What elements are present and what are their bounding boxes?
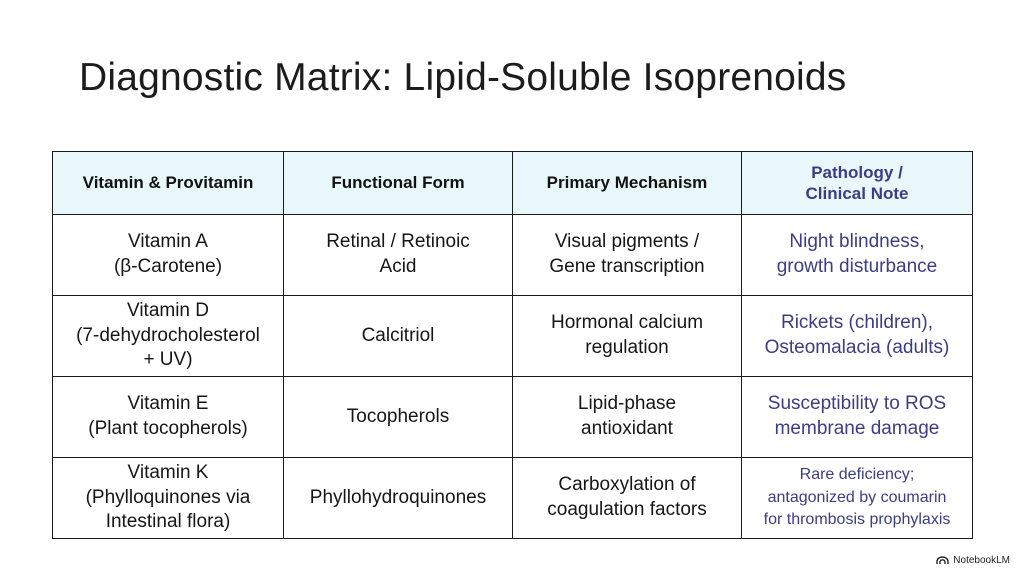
cell-line: regulation xyxy=(585,337,669,358)
header-line: Functional Form xyxy=(331,173,465,193)
cell-line: antagonized by coumarin xyxy=(767,488,947,506)
cell-functional-form xyxy=(284,377,513,458)
cell-functional-form xyxy=(284,458,513,539)
header-pathology-clinical-note xyxy=(742,152,973,215)
cell-vitamin xyxy=(53,377,284,458)
diagnostic-matrix-table xyxy=(52,151,973,539)
cell-line: (7-dehydrocholesterol xyxy=(76,324,260,346)
cell-functional-form xyxy=(284,296,513,377)
table-row xyxy=(53,215,973,296)
cell-clinical-note xyxy=(742,458,973,539)
cell-line: antioxidant xyxy=(581,418,673,439)
cell-line: Calcitriol xyxy=(361,324,435,346)
table-row xyxy=(53,296,973,377)
cell-line: Retinal / Retinoic xyxy=(326,231,470,253)
header-vitamin-provitamin xyxy=(53,152,284,215)
cell-line: + UV) xyxy=(143,349,193,371)
cell-line: for thrombosis prophylaxis xyxy=(763,511,951,529)
cell-line: Hormonal calcium xyxy=(550,312,704,334)
cell-mechanism xyxy=(513,296,742,377)
cell-line: Osteomalacia (adults) xyxy=(764,337,950,358)
cell-line: Vitamin D xyxy=(126,299,209,321)
cell-clinical-note xyxy=(742,215,973,296)
cell-line: Gene transcription xyxy=(549,256,705,277)
cell-line: Susceptibility to ROS xyxy=(767,393,947,415)
cell-vitamin xyxy=(53,296,284,377)
table-header-row xyxy=(53,152,973,215)
cell-line: Rickets (children), xyxy=(780,312,934,334)
cell-line: Visual pigments / xyxy=(554,231,700,253)
cell-line: Acid xyxy=(379,256,417,277)
cell-line: Night blindness, xyxy=(789,231,925,253)
cell-clinical-note xyxy=(742,377,973,458)
cell-line: Carboxylation of xyxy=(558,474,696,496)
cell-line: Intestinal flora) xyxy=(105,511,231,533)
cell-line: Rare deficiency; xyxy=(799,466,915,484)
cell-vitamin xyxy=(53,215,284,296)
table-row xyxy=(53,458,973,539)
cell-line: Vitamin A xyxy=(128,231,208,253)
header-line: Pathology / xyxy=(811,162,903,182)
cell-mechanism xyxy=(513,377,742,458)
notebooklm-label: NotebookLM xyxy=(953,555,1010,566)
cell-line: Phyllohydroquinones xyxy=(309,486,487,508)
notebooklm-logo-icon xyxy=(936,556,949,565)
header-line: Clinical Note xyxy=(805,184,909,203)
cell-line: growth disturbance xyxy=(776,256,938,277)
header-line: Vitamin & Provitamin xyxy=(82,173,254,193)
cell-line: Vitamin E xyxy=(127,393,209,415)
cell-line: (β-Carotene) xyxy=(113,256,223,277)
cell-line: (Plant tocopherols) xyxy=(88,418,248,439)
slide-title: Diagnostic Matrix: Lipid-Soluble Isoprenoids xyxy=(79,56,847,99)
cell-mechanism xyxy=(513,215,742,296)
cell-line: membrane damage xyxy=(774,418,940,439)
table-row xyxy=(53,377,973,458)
notebooklm-watermark xyxy=(936,555,1010,566)
cell-line: coagulation factors xyxy=(547,499,707,520)
cell-line: Lipid-phase xyxy=(577,393,677,415)
cell-clinical-note xyxy=(742,296,973,377)
cell-functional-form xyxy=(284,215,513,296)
cell-mechanism xyxy=(513,458,742,539)
cell-line: Vitamin K xyxy=(127,461,209,483)
header-primary-mechanism xyxy=(513,152,742,215)
cell-line: Tocopherols xyxy=(346,405,450,427)
header-line: Primary Mechanism xyxy=(546,173,708,193)
cell-line: (Phylloquinones via xyxy=(85,486,251,508)
cell-vitamin xyxy=(53,458,284,539)
header-functional-form xyxy=(284,152,513,215)
